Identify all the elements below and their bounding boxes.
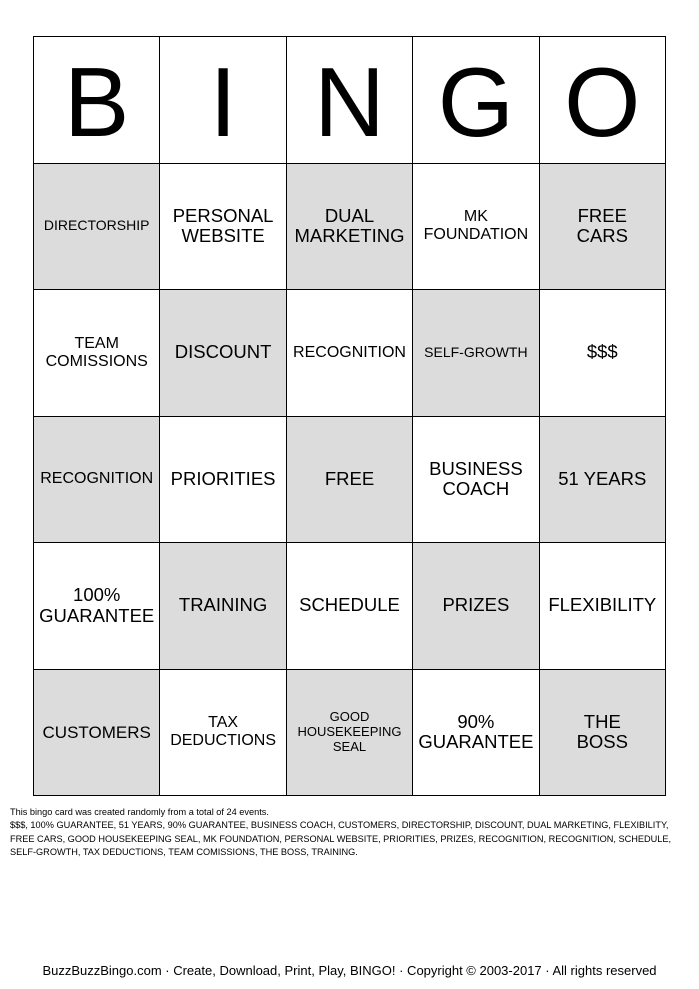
header-letter-b: B — [34, 37, 160, 164]
bingo-cell: SCHEDULE — [287, 543, 413, 670]
card-info — [10, 806, 692, 859]
bingo-cell: DUAL MARKETING — [287, 164, 413, 291]
bingo-cell: MK FOUNDATION — [413, 164, 539, 291]
bingo-cell: THE BOSS — [540, 670, 666, 797]
card-summary: This bingo card was created randomly from a total of 24 events. — [10, 807, 269, 817]
bingo-cell: TEAM COMISSIONS — [34, 290, 160, 417]
header-letter-o: O — [540, 37, 666, 164]
bingo-cell: $$$ — [540, 290, 666, 417]
bingo-cell: TAX DEDUCTIONS — [160, 670, 286, 797]
bingo-cell: FREE CARS — [540, 164, 666, 291]
bingo-cell: RECOGNITION — [34, 417, 160, 544]
bingo-cell: 90% GUARANTEE — [413, 670, 539, 797]
header-letter-i: I — [160, 37, 286, 164]
bingo-cell: FLEXIBILITY — [540, 543, 666, 670]
bingo-cell: FREE — [287, 417, 413, 544]
bingo-cell: BUSINESS COACH — [413, 417, 539, 544]
bingo-cell: CUSTOMERS — [34, 670, 160, 797]
bingo-cell: PERSONAL WEBSITE — [160, 164, 286, 291]
bingo-cell: GOOD HOUSEKEEPING SEAL — [287, 670, 413, 797]
site-footer: BuzzBuzzBingo.com · Create, Download, Print, Play, BINGO! · Copyright © 2003-2017 · All rights reserved — [42, 963, 657, 978]
bingo-cell: PRIORITIES — [160, 417, 286, 544]
header-letter-n: N — [287, 37, 413, 164]
bingo-cell: TRAINING — [160, 543, 286, 670]
bingo-cell: 51 YEARS — [540, 417, 666, 544]
bingo-cell: DISCOUNT — [160, 290, 286, 417]
bingo-cell: SELF-GROWTH — [413, 290, 539, 417]
bingo-cell: RECOGNITION — [287, 290, 413, 417]
events-list: $$$, 100% GUARANTEE, 51 YEARS, 90% GUARANTEE, BUSINESS COACH, CUSTOMERS, DIRECTORSHIP, DISCOUNT, DUAL MARKETING, FLEXIBILITY, FREE CARS, GOOD HOUSEKEEPING SEAL, MK FOUNDATION, PERSONAL WEBSITE, PRIORITIES, PRIZES, RECOGNITION, RECOGNITION, SCHEDULE, SELF-GROWTH, TAX DEDUCTIONS, TEAM COMISSIONS, THE BOSS, TRAINING. — [10, 820, 672, 858]
bingo-cell: DIRECTORSHIP — [34, 164, 160, 291]
header-letter-g: G — [413, 37, 539, 164]
bingo-cell: 100% GUARANTEE — [34, 543, 160, 670]
bingo-cell: PRIZES — [413, 543, 539, 670]
bingo-card — [33, 36, 666, 796]
